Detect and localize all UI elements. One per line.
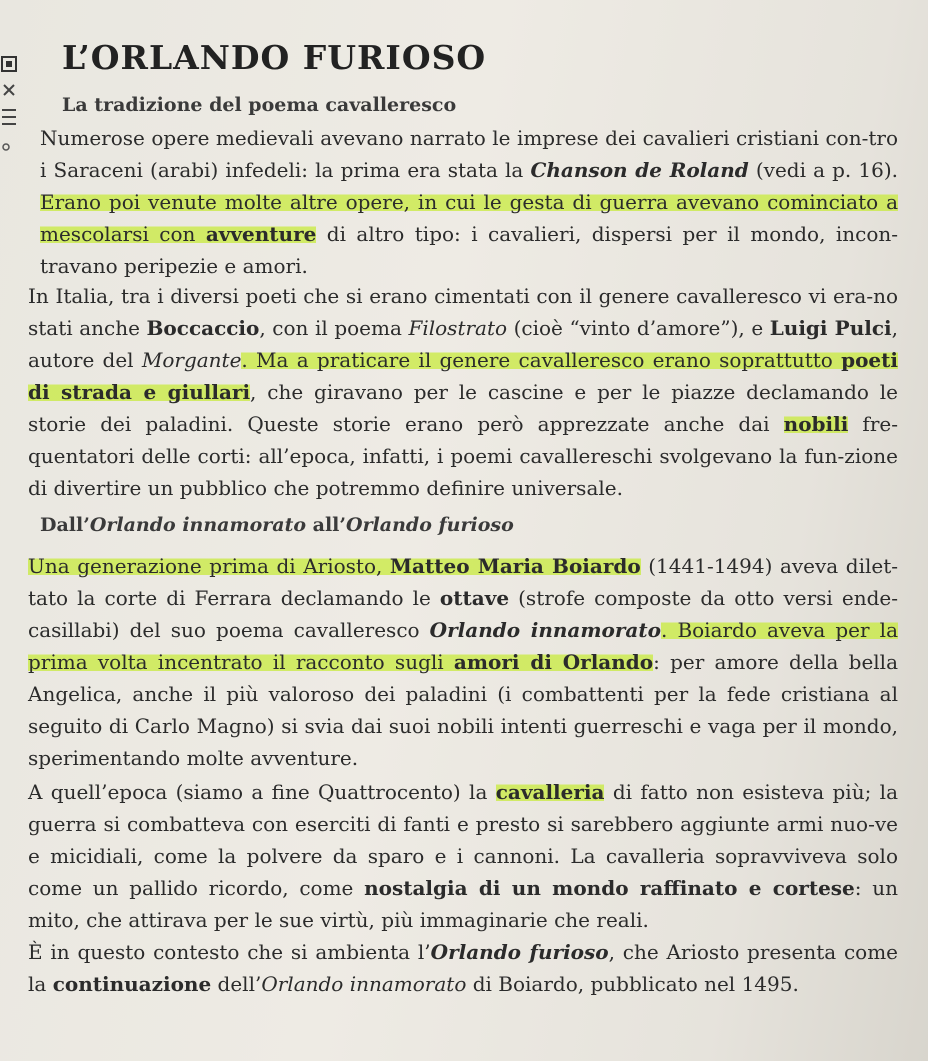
paragraph-contesto: È in questo contesto che si ambienta l’Orlando furioso, che Ariosto presenta come la continuazione dell’Orlando innamorato di Boiardo, pubblicato nel 1495. xyxy=(28,940,899,996)
paragraph-medieval-works: Numerose opere medievali avevano narrato le imprese dei cavalieri cristiani con-tro i Saraceni (arabi) infedeli: la prima era stata la Chanson de Roland (vedi a p. 16). Erano poi venute molte altre opere, in cui le gesta di guerra avevano cominciato a mescolarsi con avventure di altro tipo: i cavalieri, dispersi per il mondo, incon-travano peripezie e amori. xyxy=(40,126,899,278)
margin-icons xyxy=(0,55,28,165)
paragraph-boiardo: Una generazione prima di Ariosto, Matteo Maria Boiardo (1441-1494) aveva dilet-tato la corte di Ferrara declamando le ottave (strofe composte da otto versi ende-casillabi) del suo poema cavalleresco Orlando innamorato. Boiardo aveva per la prima volta incentrato il racconto sugli amori di Orlando: per amore della bella Angelica, anche il più valoroso dei paladini (i combattenti per la fede cristiana al seguito di Carlo Magno) si svia dai suoi nobili intenti guerreschi e vaga per il mondo, sperimentando molte avventure. xyxy=(28,554,899,770)
page-title: L’ORLANDO FURIOSO xyxy=(62,38,487,77)
section-heading-tradizione: La tradizione del poema cavalleresco xyxy=(62,94,457,116)
paragraph-cavalleria: A quell’epoca (siamo a fine Quattrocento) la cavalleria di fatto non esisteva più; la guerra si combatteva con eserciti di fanti e presto si sarebbero aggiunte armi nuo-ve e micidiali, come la polvere da sparo e i cannoni. La cavalleria sopravviveva solo come un pallido ricordo, come nostalgia di un mondo raffinato e cortese: un mito, che attirava per le sue virtù, più immaginarie che reali. xyxy=(28,780,898,932)
paragraph-italy-poets: In Italia, tra i diversi poeti che si erano cimentati con il genere cavalleresco vi era-no stati anche Boccaccio, con il poema Filostrato (cioè “vinto d’amore”), e Luigi Pulci, autore del Morgante. Ma a praticare il genere cavalleresco erano soprattutto poeti di strada e giullari, che giravano per le cascine e per le piazze declamando le storie dei paladini. Queste storie erano però apprezzate anche dai nobili fre-quentatori delle corti: all’epoca, infatti, i poemi cavallereschi svolgevano la fun-zione di divertire un pubblico che potremmo definire universale. xyxy=(28,284,898,500)
cursor-icon xyxy=(2,85,16,150)
list-icon xyxy=(2,57,16,71)
section-heading-orlando: Dall’Orlando innamorato all’Orlando furioso xyxy=(40,514,514,536)
